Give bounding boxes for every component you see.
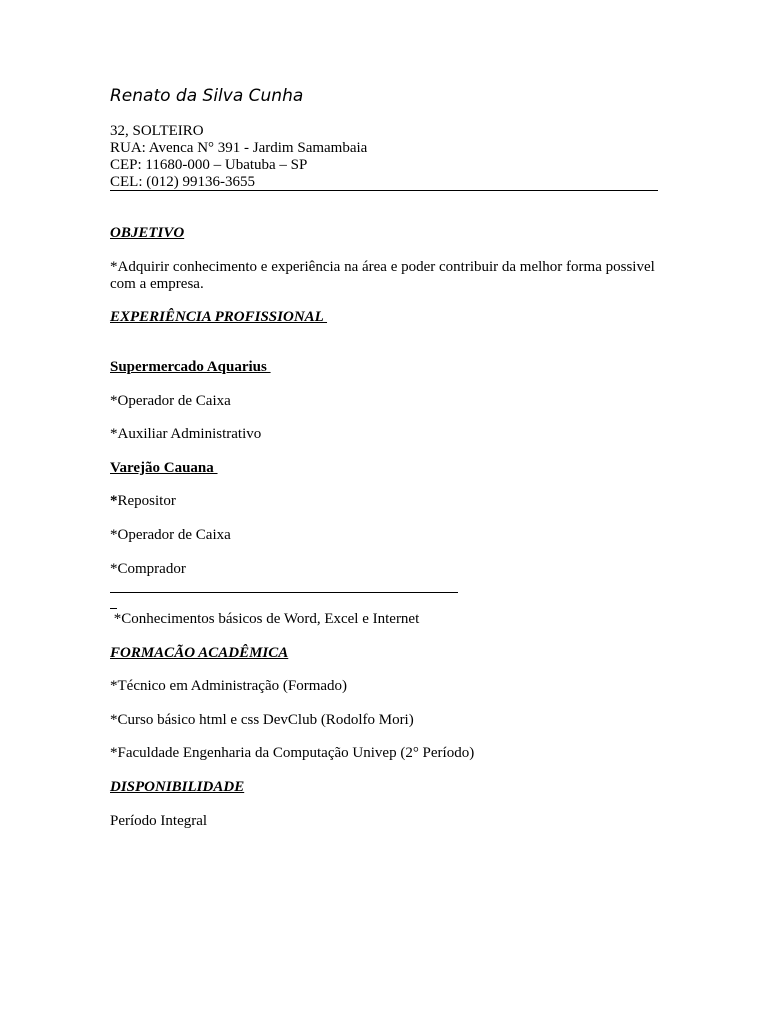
- education-item: *Técnico em Administração (Formado): [110, 678, 348, 694]
- objective-text: *Adquirir conhecimento e experiência na área e poder contribuir da melhor forma possivel com a empresa.: [110, 259, 655, 292]
- job-role-text: Repositor: [117, 493, 176, 509]
- job-role: *Auxiliar Administrativo: [110, 426, 262, 442]
- job-role: *Operador de Caixa: [110, 393, 231, 409]
- experience-heading: EXPERIÊNCIA PROFISSIONAL: [110, 309, 328, 325]
- job-role: *Operador de Caixa: [110, 527, 231, 543]
- candidate-name: Renato da Silva Cunha: [110, 86, 304, 106]
- postal-code-line: CEP: 11680-000 – Ubatuba – SP: [110, 157, 308, 173]
- bullet-star: *: [110, 493, 118, 509]
- phone-line: CEL: (012) 99136-3655: [110, 174, 255, 190]
- availability-heading: DISPONIBILIDADE: [110, 779, 245, 795]
- contact-block: [110, 123, 367, 191]
- job-role: *Comprador: [110, 561, 186, 577]
- section-divider: [110, 592, 458, 593]
- company-name: Varejão Cauana: [110, 460, 218, 476]
- job-role: [110, 493, 176, 510]
- age-marital-status: 32, SOLTEIRO: [110, 123, 204, 139]
- address-line: RUA: Avenca N° 391 - Jardim Samambaia: [110, 140, 368, 156]
- underline-fragment: [110, 608, 117, 609]
- objective-heading: OBJETIVO: [110, 225, 185, 241]
- education-item: *Curso básico html e css DevClub (Rodolfo Mori): [110, 712, 414, 728]
- header-divider: [110, 190, 658, 191]
- education-item: *Faculdade Engenharia da Computação Univep (2° Período): [110, 745, 475, 761]
- skills-text: *Conhecimentos básicos de Word, Excel e Internet: [110, 611, 420, 627]
- availability-text: Período Integral: [110, 813, 208, 829]
- education-heading: FORMACÃO ACADÊMICA: [110, 645, 289, 661]
- company-name: Supermercado Aquarius: [110, 359, 271, 375]
